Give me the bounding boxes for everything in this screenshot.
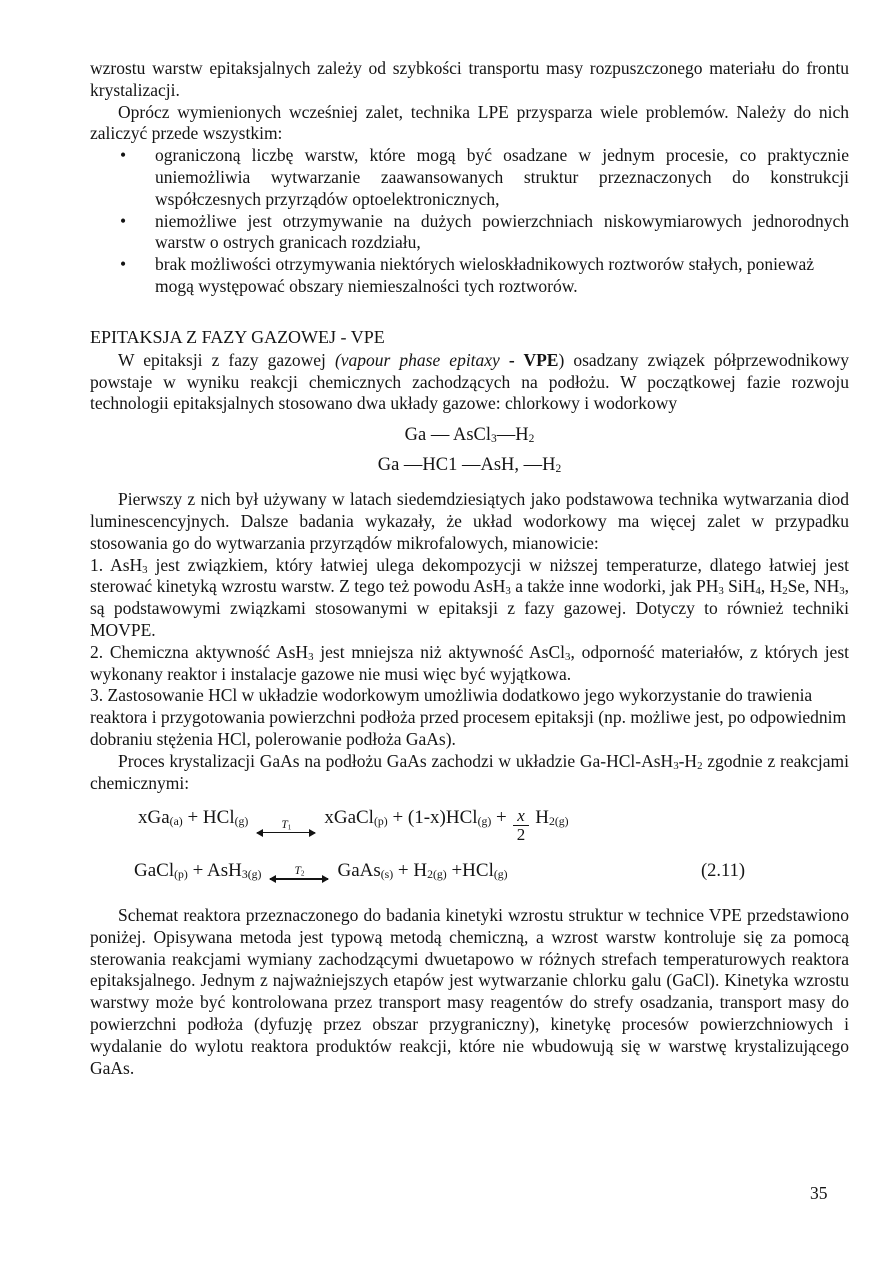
page-number: 35 (810, 1183, 828, 1203)
arrow-label-t2: $T_2$ (294, 865, 305, 878)
paragraph-gaas-crystallization: Proces krystalizacji GaAs na podłożu GaAs zachodzi w układzie $Ga-HCl-AsH_3-H_2$ zgodnie z reakcjami chemicznymi: (90, 750, 849, 793)
equation-2-lhs: GaCl$_{(p)}$ + AsH$_{3(g)}$ (134, 860, 262, 882)
paragraph-lpe-problems: Oprócz wymienionych wcześniej zalet, technika LPE przysparza wiele problemów. Należy do nich zaliczyć przede wszystkim: (90, 101, 849, 144)
arrow-line (257, 832, 315, 833)
paragraph-hydride-advantages: Pierwszy z nich był używany w latach siedemdziesiątych jako podstawowa technika wytwarzania diod luminescencyjnych. Dalsze badania wykazały, że układ wodorkowy ma więcej zalet w przypadku stosowania go do wytwarzania przyrządów mikrofalowych, mianowicie: (90, 489, 849, 553)
list-item (90, 211, 849, 255)
numbered-item-3: 3. Zastosowanie HCl w układzie wodorkowym umożliwia dodatkowo jego wykorzystanie do trawienia reaktora i przygotowania powierzchni podłoża przed procesem epitaksji (np. możliwe jest, po odpowiednim dobraniu stężenia HCl, polerowanie podłoża GaAs). (90, 685, 847, 749)
numbered-item-1: 1. AsH$_3$ jest związkiem, który łatwiej ulega dekompozycji w niższej temperaturze, dlatego łatwiej jest sterować kinetyką wzrostu warstw. Z tego też powodu AsH$_3$ a także inne wodorki, jak $PH_3$ SiH$_4$, $H_2Se$, $NH_3$, są podstawowymi związkami stosowanymi w epitaksji z fazy gazowej. Dotyczy to również techniki MOVPE. (90, 554, 850, 640)
reversible-arrow-icon (270, 866, 328, 879)
paragraph-continuation: wzrostu warstw epitaksjalnych zależy od szybkości transportu masy rozpuszczonego materiału do frontu krystalizacji. (90, 58, 849, 100)
equation-2-row (90, 859, 849, 883)
reversible-arrow-icon (257, 820, 315, 833)
numbered-item-2: 2. Chemiczna aktywność AsH$_3$ jest mniejsza niż aktywność AsCl$_3$, odporność materiałów, z których jest wykonany reaktor i instalacje gazowe nie musi więc być wyjątkowa. (90, 641, 849, 684)
paragraph-vpe-intro: W epitaksji z fazy gazowej (vapour phase epitaxy - VPE) osadzany związek półprzewodnikowy powstaje w wyniku reakcji chemicznych zachodzących na podłożu. W początkowej fazie rozwoju technologii epitaksjalnych stosowano dwa układy gazowe: chlorkowy i wodorkowy (90, 349, 850, 414)
bullet-text: ograniczoną liczbę warstw, które mogą być osadzane w jednym procesie, co praktycznie uniemożliwia wytwarzanie zaawansowanych struktur przeznaczonych do konstrukcji współczesnych przyrządów optoelektronicznych, (155, 145, 849, 209)
equation-1-rhs: $H_{2(g)}$ (535, 807, 569, 829)
equation-2 (134, 859, 508, 883)
reaction-equations (90, 806, 849, 883)
equation-1-lhs: xGa$_{(a)}$ + HCl$_{(g)}$ (138, 807, 249, 829)
formula-hydride-system: Ga —HC1 —AsH, $—H_2$ (377, 455, 562, 476)
bullet-icon: • (120, 210, 127, 231)
gas-systems-formulas (90, 420, 849, 480)
bullet-icon: • (120, 254, 127, 275)
fraction-x-over-2 (513, 807, 530, 844)
bullet-text: niemożliwe jest otrzymywanie na dużych powierzchniach niskowymiarowych jednorodnych warstw o ostrych granicach rozdziału, (155, 210, 849, 253)
section-heading: EPITAKSJA Z FAZY GAZOWEJ - VPE (90, 326, 385, 347)
fraction-denominator: 2 (513, 825, 530, 844)
equation-1-mid: xGaCl$_{(p)}$ + (1-x)HCl$_{(g)}$ + (324, 807, 507, 829)
list-item (90, 145, 849, 210)
bullet-list (90, 145, 849, 298)
arrow-label-t1: $T_1$ (281, 818, 292, 832)
paragraph-vpe-reactor: Schemat reaktora przeznaczonego do badania kinetyki wzrostu struktur w technice VPE przedstawiono poniżej. Opisywana metoda jest typową metodą chemiczną, a wzrost warstw kontroluje się za pomocą sterowania reakcjami wymiany zachodzącymi dwuetapowo w różnych strefach temperaturowych reaktora epitaksjalnego. Jednym z najważniejszych etapów jest wytwarzanie chlorku galu (GaCl). Kinetyka wzrostu warstwy może być kontrolowana przez transport masy reagentów do strefy osadzania, transport masy do powierzchni podłoża (dyfuzję przez obszar przygraniczny), kinetykę procesów powierzchniowych i wydalanie do wylotu reaktora produktów reakcji, które nie wbudowują się w warstwę krystalizującego GaAs. (90, 905, 849, 1078)
list-item (90, 254, 849, 298)
equation-number: (2.11) (700, 861, 745, 881)
arrow-line (270, 878, 328, 879)
equation-1 (138, 806, 849, 843)
formula-chloride-system: Ga — $AsCl_3—H_2$ (404, 425, 535, 446)
bullet-text: brak możliwości otrzymywania niektórych wieloskładnikowych roztworów stałych, ponieważ mogą występować obszary niemieszalności tych roztworów. (155, 254, 814, 296)
bullet-icon: • (120, 145, 127, 166)
equation-2-rhs: GaAs$_{(s)}$ + $H_{2(g)} +HCl_{(g)}$ (337, 860, 508, 882)
fraction-numerator: x (517, 806, 525, 826)
